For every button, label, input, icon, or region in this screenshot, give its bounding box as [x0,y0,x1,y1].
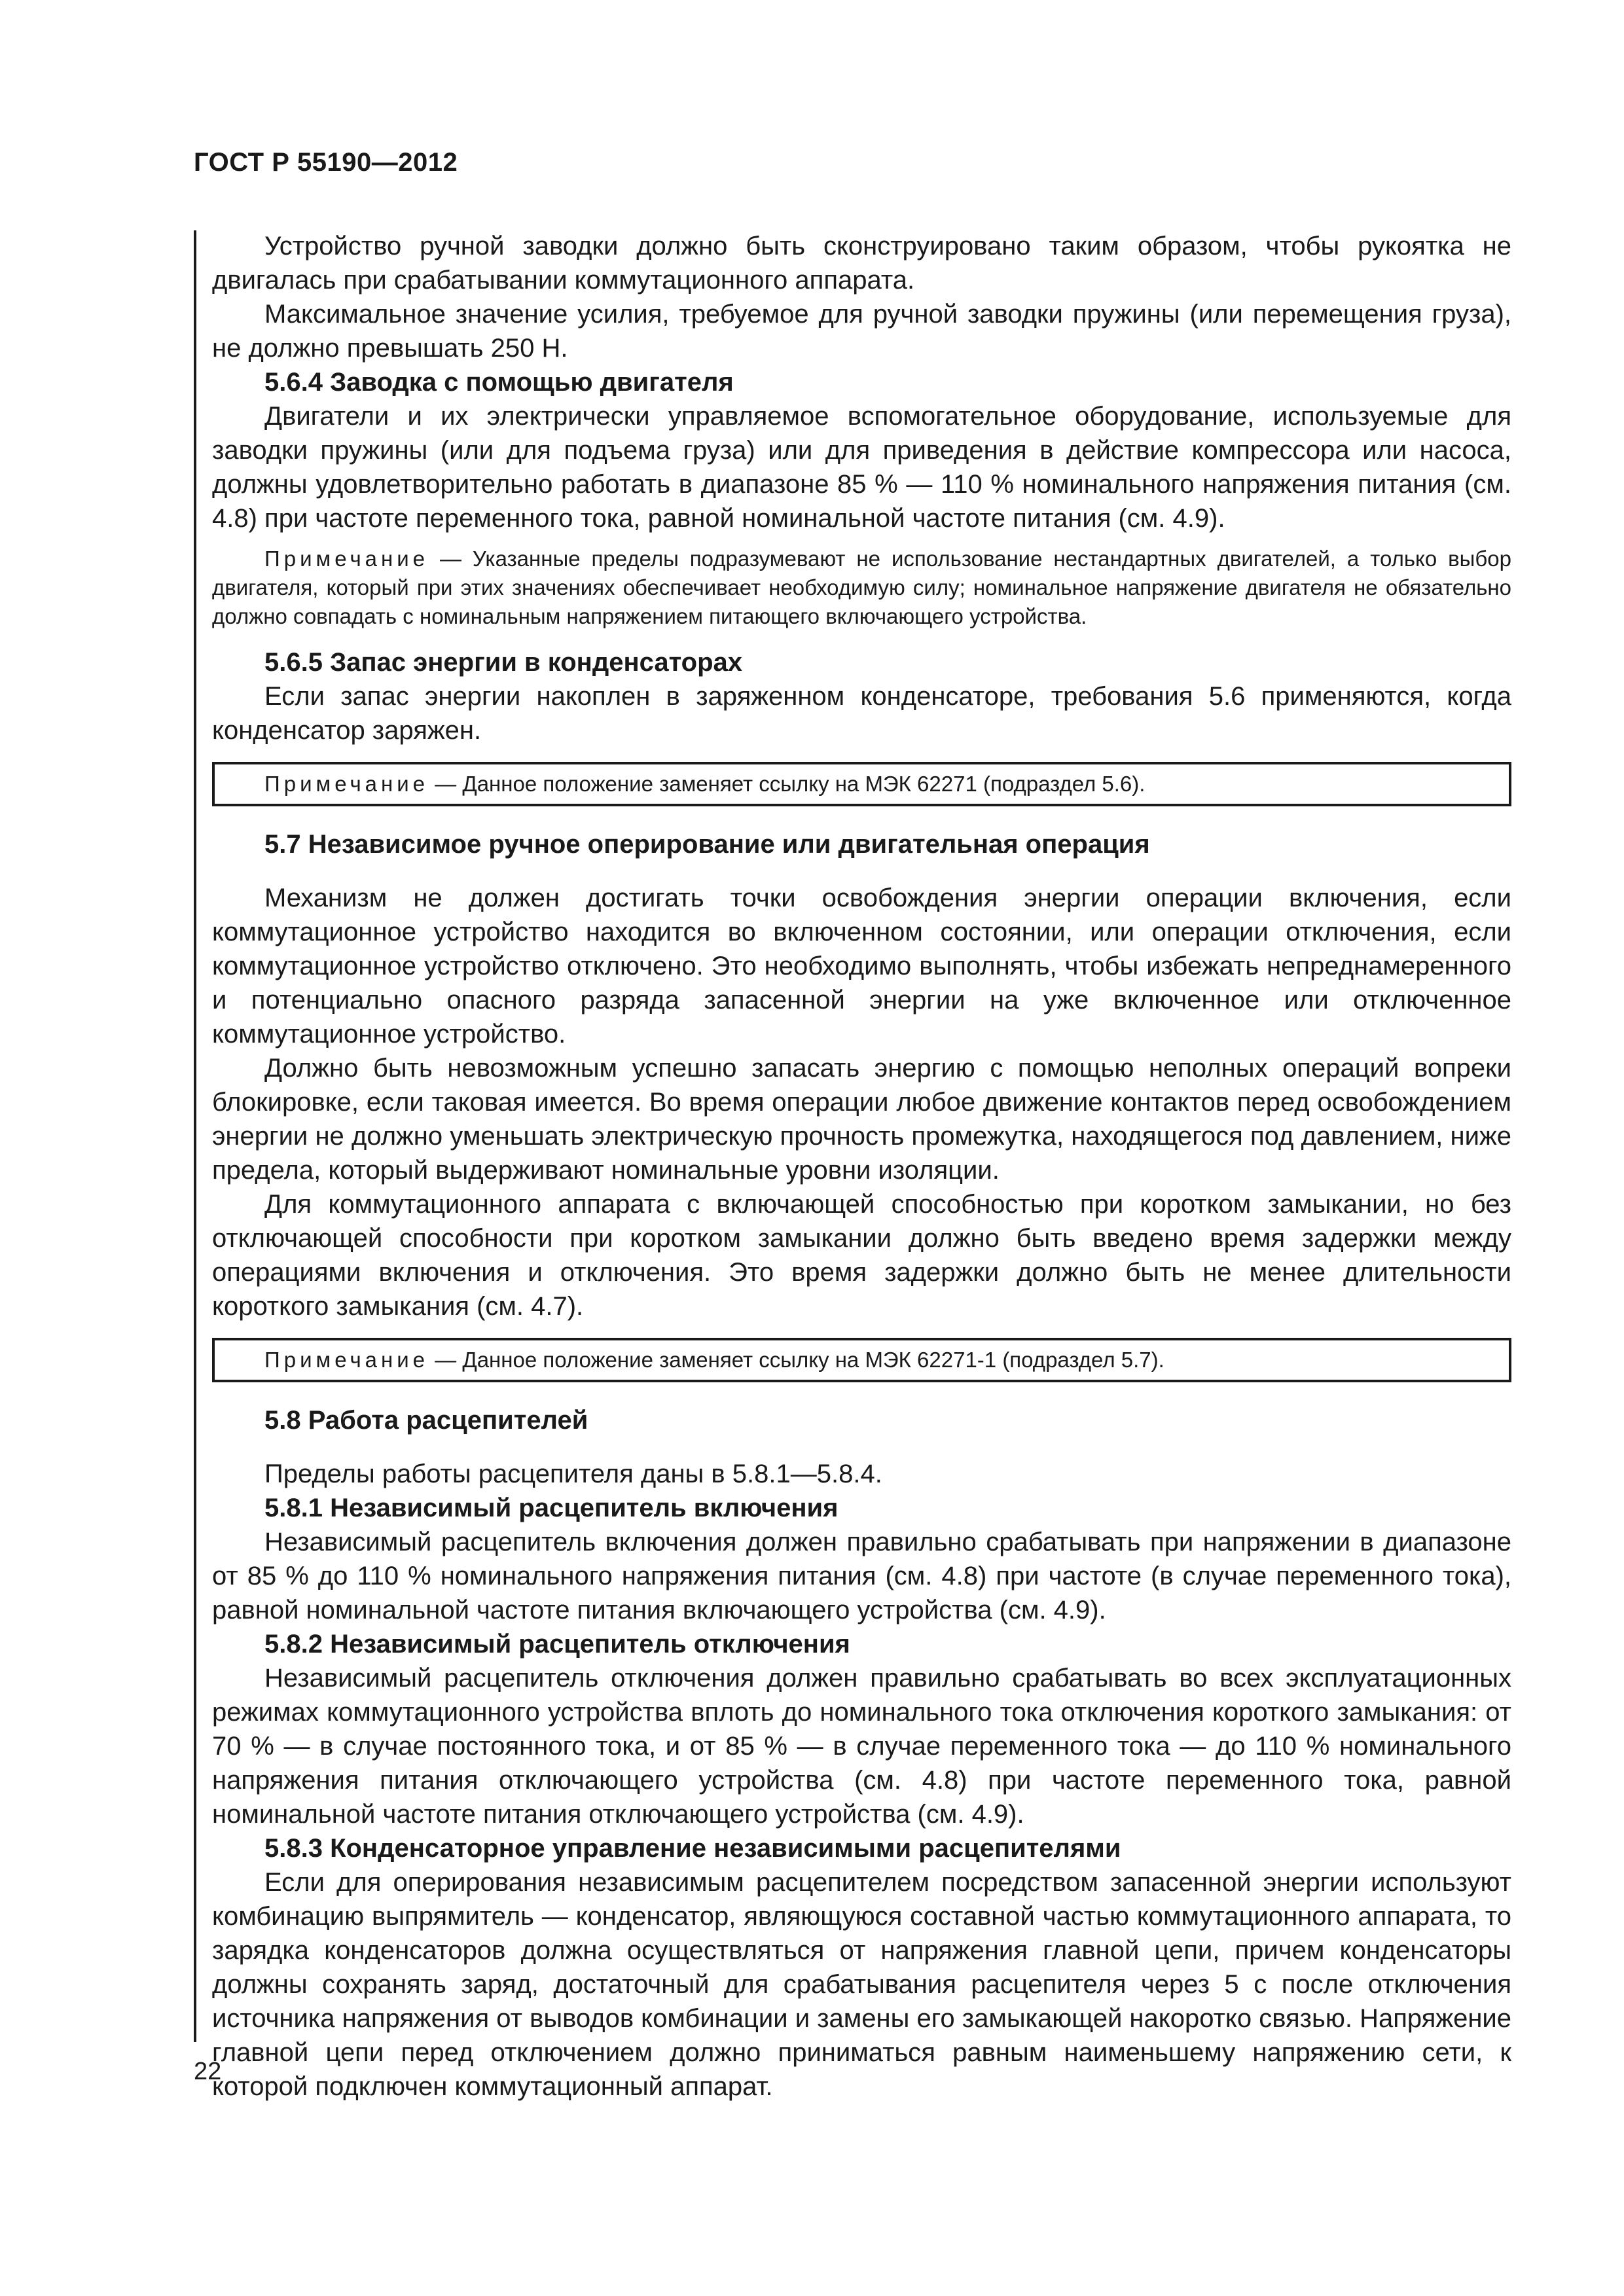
paragraph: Независимый расцепитель включения должен правильно срабатывать при напряжении в диапазоне от 85 % до 110 % номинального напряжения питания (см. 4.8) при частоте (в случае переменного тока), равной номинальной частоте питания включающего устройства (см. 4.9). [212,1528,1511,1624]
paragraph: Механизм не должен достигать точки освобождения энергии операции включения, если коммутационное устройство находится во включенном состоянии, или операции отключения, если коммутационное устройство отключено. Это необходимо выполнять, чтобы избежать непреднамеренного и потенциально опасного разряда запасенной энергии на уже включенное или отключенное коммутационное устройство. [212,884,1511,1049]
note-label: Примечание [264,772,429,796]
paragraph: Должно быть невозможным успешно запасать энергию с помощью неполных операций вопреки блокировке, если таковая имеется. Во время операции любое движение контактов перед освобождением энергии не должно уменьшать электрическую прочность промежутка, находящегося под давлением, ниже предела, который выдерживают номинальные уровни изоляции. [212,1054,1511,1185]
page-number: 22 [194,2058,222,2085]
section-heading-5-8-2: 5.8.2 Независимый расцепитель отключения [264,1630,850,1659]
boxed-note [212,762,1511,806]
section-heading-5-6-4: 5.6.4 Заводка с помощью двигателя [264,368,734,397]
note [212,545,1511,631]
section-heading-5-8-3: 5.8.3 Конденсаторное управление независимыми расцепителями [264,1834,1121,1863]
paragraph: Если запас энергии накоплен в заряженном конденсаторе, требования 5.6 применяются, когда конденсатор заряжен. [212,682,1511,745]
boxed-note [212,1338,1511,1382]
note-text: — Указанные пределы подразумевают не использование нестандартных двигателей, а только выбор двигателя, который при этих значениях обеспечивает необходимую силу; номинальное напряжение двигателя не обязательно должно совпадать с номинальным напряжением питающего включающего устройства. [212,547,1511,628]
paragraph: Двигатели и их электрически управляемое вспомогательное оборудование, используемые для заводки пружины (или для подъема груза) или для приведения в действие компрессора или насоса, должны удовлетворительно работать в диапазоне 85 % — 110 % номинального напряжения питания (см. 4.8) при частоте переменного тока, равной номинальной частоте питания (см. 4.9). [212,402,1511,533]
paragraph: Независимый расцепитель отключения должен правильно срабатывать во всех эксплуатационных режимах коммутационного устройства вплоть до номинального тока отключения короткого замыкания: от 70 % — в случае постоянного тока, и от 85 % — в случае переменного тока — до 110 % номинального напряжения питания отключающего устройства (см. 4.8) при частоте переменного тока, равной номинальной частоте питания отключающего устройства (см. 4.9). [212,1664,1511,1829]
section-heading-5-7: 5.7 Независимое ручное оперирование или двигательная операция [264,830,1150,859]
paragraph: Устройство ручной заводки должно быть сконструировано таким образом, чтобы рукоятка не двигалась при срабатывании коммутационного аппарата. [212,232,1511,295]
paragraph: Для коммутационного аппарата с включающей способностью при коротком замыкании, но без отключающей способности при коротком замыкании должно быть введено время задержки между операциями включения и отключения. Это время задержки должно быть не менее длительности короткого замыкания (см. 4.7). [212,1190,1511,1321]
section-heading-5-6-5: 5.6.5 Запас энергии в конденсаторах [264,648,743,677]
document-body [212,229,1511,2104]
section-heading-5-8: 5.8 Работа расцепителей [264,1406,588,1435]
section-heading-5-8-1: 5.8.1 Независимый расцепитель включения [264,1494,839,1522]
paragraph: Максимальное значение усилия, требуемое для ручной заводки пружины (или перемещения груза), не должно превышать 250 Н. [212,300,1511,363]
note-label: Примечание [264,547,429,571]
paragraph: Если для оперирования независимым расцепителем посредством запасенной энергии используют комбинацию выпрямитель — конденсатор, являющуюся составной частью коммутационного аппарата, то зарядка конденсаторов должна осуществляться от напряжения главной цепи, причем конденсаторы должны сохранять заряд, достаточный для срабатывания расцепителя через 5 с после отключения источника напряжения от выводов комбинации и замены его замыкающей накоротко связью. Напряжение главной цепи перед отключением должно приниматься равным наименьшему напряжению сети, к которой подключен коммутационный аппарат. [212,1868,1511,2101]
paragraph: Пределы работы расцепителя даны в 5.8.1—5.8.4. [264,1460,882,1488]
document-header: ГОСТ Р 55190—2012 [194,148,458,177]
revision-bar [194,230,196,2042]
note-text: — Данное положение заменяет ссылку на МЭК 62271-1 (подраздел 5.7). [429,1348,1164,1372]
note-label: Примечание [264,1348,429,1372]
note-text: — Данное положение заменяет ссылку на МЭК 62271 (подраздел 5.6). [429,772,1146,796]
